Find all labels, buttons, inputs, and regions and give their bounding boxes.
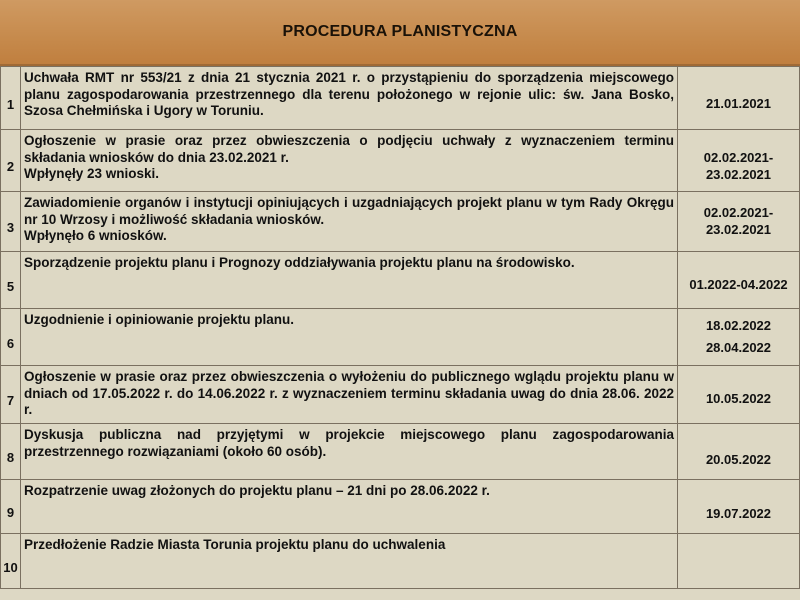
procedure-table [0,66,800,589]
row-description [21,309,678,366]
title-bar [0,0,800,66]
row-date [678,130,800,192]
row-number: 2 [1,130,21,192]
row-number: 6 [1,309,21,366]
row-description [21,480,678,534]
date-line: 20.05.2022 [705,452,772,468]
description-line: Przedłożenie Radzie Miasta Torunia projektu planu do uchwalenia [24,537,446,552]
row-description [21,252,678,309]
row-date [678,480,800,534]
date-line: 19.07.2022 [705,506,772,522]
table-row [1,67,800,130]
row-number: 5 [1,252,21,309]
table-row [1,534,800,589]
description-line: Uchwała RMT nr 553/21 z dnia 21 stycznia 2021 r. o przystąpieniu do sporządzenia miejscowego planu zagospodarowania przestrzennego dla terenu położonego w rejonie ulic: św. Jana Bosko, Szosa Chełmińska i Ugory w Toruniu. [24,70,674,118]
description-line: Wpłynęło 6 wniosków. [24,228,167,243]
date-line: 21.01.2021 [705,95,772,111]
date-line: 02.02.2021- [703,150,774,165]
row-number: 10 [1,534,21,589]
table-row [1,130,800,192]
page-title: PROCEDURA PLANISTYCZNA [282,23,518,40]
date-line: 02.02.2021- [703,205,774,220]
row-date [678,309,800,366]
description-line: Zawiadomienie organów i instytucji opiniujących i uzgadniających projekt planu w tym Rady Okręgu nr 10 Wrzosy i możliwość składania wniosków. [24,195,674,227]
row-date [678,534,800,589]
row-description [21,67,678,130]
description-line: Ogłoszenie w prasie oraz przez obwieszczenia o podjęciu uchwały z wyznaczeniem terminu składania wniosków do dnia 23.02.2021 r. [24,133,674,165]
date-line: 23.02.2021 [705,221,772,237]
row-number: 9 [1,480,21,534]
date-line: 23.02.2021 [705,166,772,182]
row-number: 3 [1,192,21,252]
row-date [678,366,800,424]
row-number: 7 [1,366,21,424]
row-description [21,424,678,480]
row-description [21,192,678,252]
table-row [1,309,800,366]
row-number: 8 [1,424,21,480]
table-row [1,366,800,424]
description-line: Rozpatrzenie uwag złożonych do projektu planu – 21 dni po 28.06.2022 r. [24,483,490,498]
row-date [678,424,800,480]
table-row [1,480,800,534]
row-number: 1 [1,67,21,130]
row-date [678,192,800,252]
date-line: 10.05.2022 [705,391,772,407]
date-line: 01.2022-04.2022 [689,276,788,292]
table-row [1,252,800,309]
row-description [21,366,678,424]
row-date [678,67,800,130]
table-row [1,192,800,252]
description-line: Dyskusja publiczna nad przyjętymi w projekcie miejscowego planu zagospodarowania przestrzennego rozwiązaniami (około 60 osób). [24,427,674,459]
date-line: 28.04.2022 [705,340,772,355]
description-line: Ogłoszenie w prasie oraz przez obwieszczenia o wyłożeniu do publicznego wglądu projektu planu w dniach od 17.05.2022 r. do 14.06.2022 r. z wyznaczeniem terminu składania uwag do dnia 28.06. 2022 r. [24,369,674,417]
description-line: Sporządzenie projektu planu i Prognozy oddziaływania projektu planu na środowisko. [24,255,575,270]
row-date [678,252,800,309]
table-row [1,424,800,480]
description-line: Wpłynęły 23 wnioski. [24,166,160,181]
row-description [21,130,678,192]
description-line: Uzgodnienie i opiniowanie projektu planu. [24,312,295,327]
row-description [21,534,678,589]
date-line: 18.02.2022 [705,317,772,333]
